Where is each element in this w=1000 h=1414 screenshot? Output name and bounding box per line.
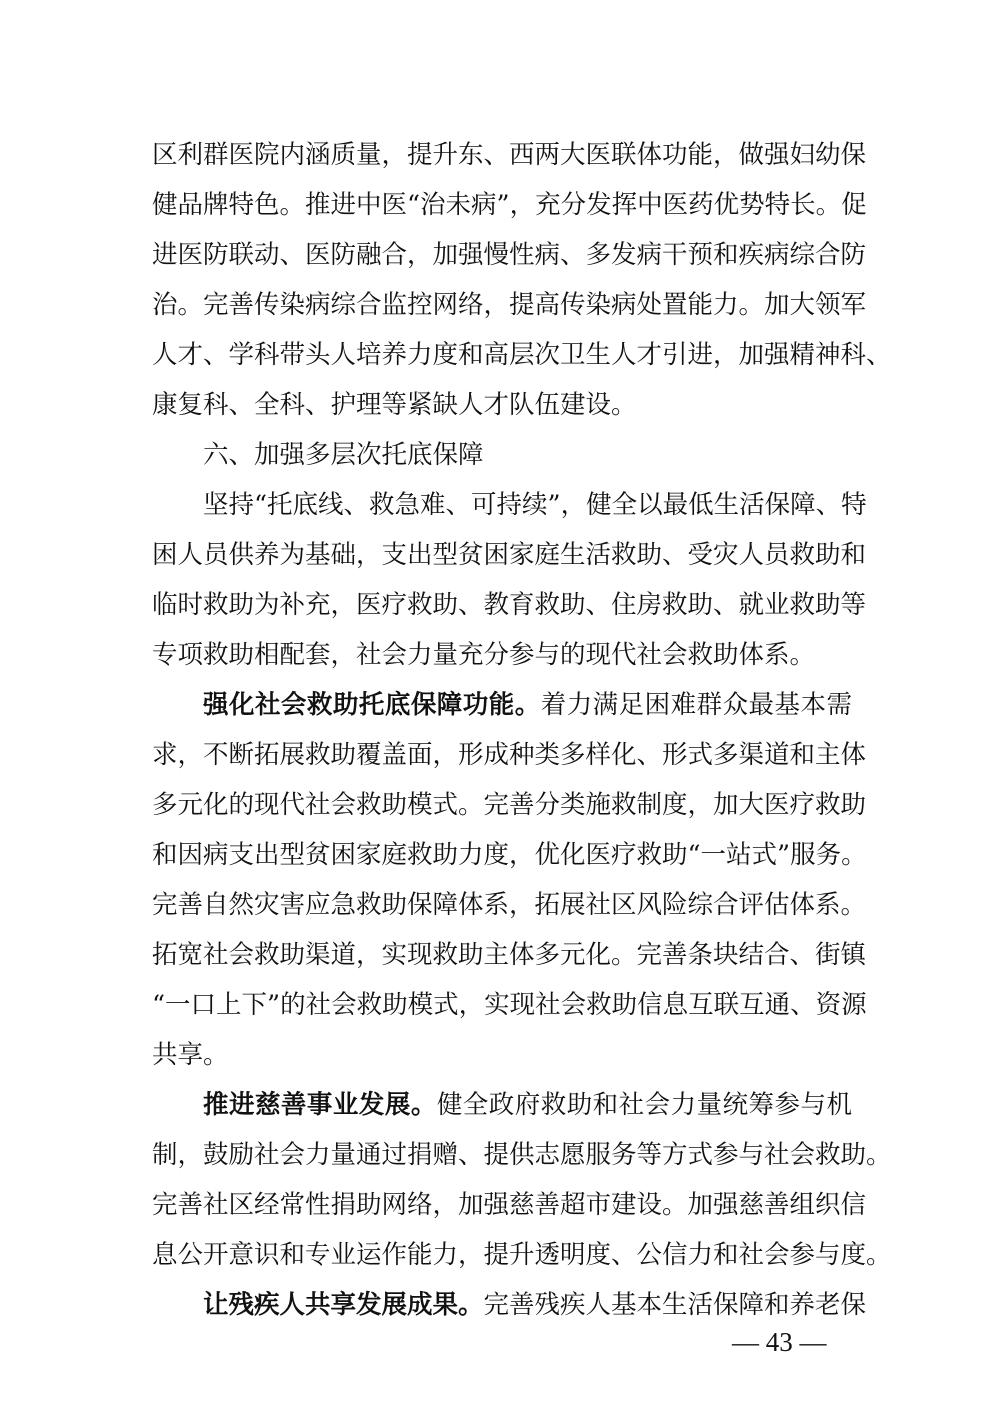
body-line: 和因病支出型贫困家庭救助力度，优化医疗救助“一站式”服务。: [152, 840, 867, 870]
body-line: 求，不断拓展救助覆盖面，形成种类多样化、形式多渠道和主体: [152, 740, 867, 770]
paragraph-text: 完善残疾人基本生活保障和养老保: [483, 1290, 867, 1320]
body-line: 完善社区经常性捐助网络，加强慈善超市建设。加强慈善组织信: [152, 1190, 867, 1220]
paragraph-lead: 强化社会救助托底保障功能。: [203, 690, 541, 720]
paragraph-first-line: [203, 1090, 852, 1120]
intro-line: 专项救助相配套，社会力量充分参与的现代社会救助体系。: [152, 640, 816, 670]
body-line: 多元化的现代社会救助模式。完善分类施救制度，加大医疗救助: [152, 790, 867, 820]
page-number: — 43 —: [732, 1327, 827, 1357]
paragraph-first-line: [203, 690, 852, 720]
body-line: 制，鼓励社会力量通过捐赠、提供志愿服务等方式参与社会救助。: [152, 1140, 892, 1170]
body-line: 人才、学科带头人培养力度和高层次卫生人才引进，加强精神科、: [152, 340, 892, 370]
body-line: 共享。: [152, 1040, 229, 1070]
body-line: 进医防联动、医防融合，加强慢性病、多发病干预和疾病综合防: [152, 240, 867, 270]
paragraph-lead: 让残疾人共享发展成果。: [203, 1290, 484, 1320]
section-heading: 六、加强多层次托底保障: [203, 440, 484, 470]
paragraph-lead: 推进慈善事业发展。: [203, 1090, 437, 1120]
body-line: 完善自然灾害应急救助保障体系，拓展社区风险综合评估体系。: [152, 890, 867, 920]
paragraph-first-line: [203, 1290, 867, 1320]
body-line: 康复科、全科、护理等紧缺人才队伍建设。: [152, 390, 637, 420]
intro-line: 临时救助为补充，医疗救助、教育救助、住房救助、就业救助等: [152, 590, 867, 620]
intro-line: 坚持“托底线、救急难、可持续”，健全以最低生活保障、特: [203, 490, 867, 520]
body-line: 息公开意识和专业运作能力，提升透明度、公信力和社会参与度。: [152, 1240, 892, 1270]
body-line: 拓宽社会救助渠道，实现救助主体多元化。完善条块结合、街镇: [152, 940, 867, 970]
paragraph-text: 着力满足困难群众最基本需: [540, 690, 852, 720]
body-line: “一口上下”的社会救助模式，实现社会救助信息互联互通、资源: [152, 990, 867, 1020]
paragraph-text: 健全政府救助和社会力量统筹参与机: [436, 1090, 852, 1120]
intro-line: 困人员供养为基础，支出型贫困家庭生活救助、受灾人员救助和: [152, 540, 867, 570]
body-line: 健品牌特色。推进中医“治未病”，充分发挥中医药优势特长。促: [152, 190, 867, 220]
body-line: 区利群医院内涵质量，提升东、西两大医联体功能，做强妇幼保: [152, 140, 867, 170]
body-line: 治。完善传染病综合监控网络，提高传染病处置能力。加大领军: [152, 290, 867, 320]
